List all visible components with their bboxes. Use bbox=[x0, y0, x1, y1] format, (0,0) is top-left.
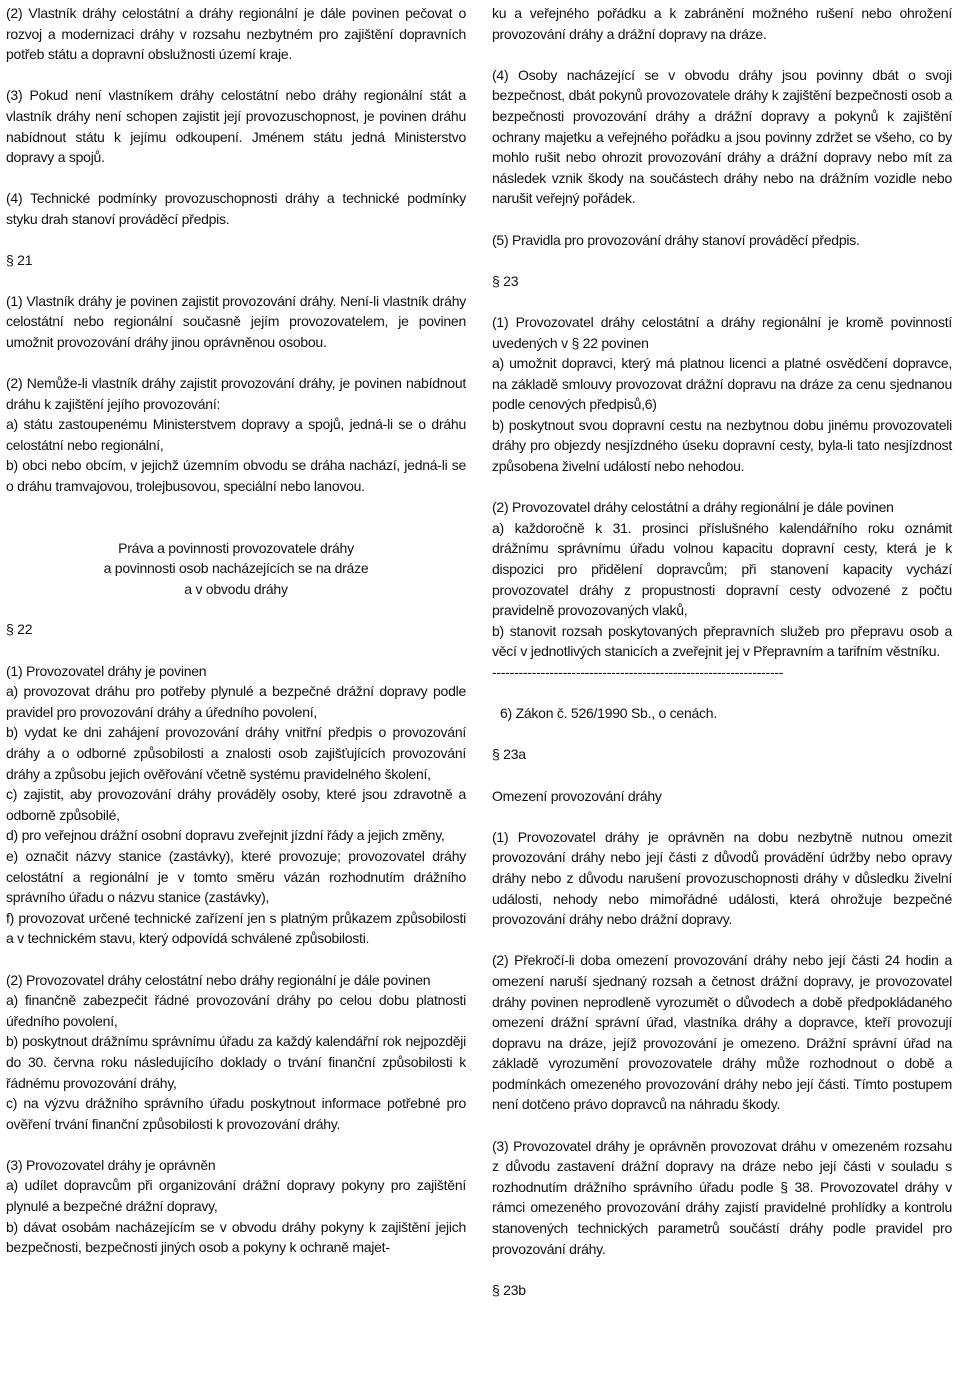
section-number: § 22 bbox=[6, 621, 33, 638]
list-item: a) udílet dopravcům při organizování drážní dopravy pokyny pro zajištění plynulé a bezpečné drážní dopravy, bbox=[6, 1177, 466, 1215]
paragraph-group bbox=[6, 970, 466, 1135]
list-item: c) na výzvu drážního správního úřadu poskytnout informace potřebné pro ověření trvání finanční způsobilosti k provozování dráhy. bbox=[6, 1095, 466, 1132]
paragraph: ku a veřejného pořádku a k zabránění možného rušení nebo ohrožení provozování dráhy a drážní dopravy na dráze. bbox=[492, 5, 952, 42]
paragraph: (2) Provozovatel dráhy celostátní nebo dráhy regionální je dále povinen bbox=[6, 971, 431, 988]
paragraph-group bbox=[6, 373, 466, 497]
chapter-heading bbox=[6, 538, 466, 600]
heading-line: a povinnosti osob nacházejících se na dráze bbox=[103, 560, 369, 577]
paragraph-group bbox=[492, 312, 952, 477]
heading-line: Práva a povinnosti provozovatele dráhy bbox=[118, 539, 354, 556]
paragraph: (2) Překročí-li doba omezení provozování dráhy nebo její části 24 hodin a omezení naruší sjednaný rozsah a četnost drážní dopravy, je provozovatel dráhy povinen neprodleně vyrozumět o důvodech a době předpokládaného omezení drážní správní úřad, vlastníka dráhy a dopravce, kteří provozují dopravu na dráze, jejíž provozování je omezeno. Drážní správní úřad na základě vyrozumění provozovatele dráhy může rozhodnout o době a podmínkách omezeného provozování dráhy nebo její části. Tímto postupem není dotčeno právo dopravců na náhradu škody. bbox=[492, 952, 952, 1113]
footnote: 6) Zákon č. 526/1990 Sb., o cenách. bbox=[500, 705, 717, 722]
list-item: a) umožnit dopravci, který má platnou licenci a platné osvědčení dopravce, na základě smlouvy provozovat drážní dopravu na dráze za cenu sjednanou podle cenových předpisů,6) bbox=[492, 355, 952, 413]
paragraph: (2) Nemůže-li vlastník dráhy zajistit provozování dráhy, je povinen nabídnout dráhu k zajištění jejího provozování: bbox=[6, 375, 466, 412]
right-column bbox=[492, 3, 952, 1321]
paragraph: (2) Vlastník dráhy celostátní a dráhy regionální je dále povinen pečovat o rozvoj a modernizaci dráhy v rozsahu nezbytném pro zajištění dopravních potřeb státu a dopravní obslužnosti území kraje. bbox=[6, 5, 466, 63]
list-item: a) každoročně k 31. prosinci příslušného kalendářního roku oznámit drážnímu správnímu úřadu volnou kapacitu dopravní cesty, která je k dispozici pro přidělení dopravcům; při stanovení kapacity vychází provozovatel dráhy z propustnosti dopravní cesty odvozené z počtu pravidelně provozovaných vlaků, bbox=[492, 519, 952, 619]
left-column bbox=[6, 3, 466, 1258]
list-item: b) stanovit rozsah poskytovaných přepravních služeb pro přepravu osob a věcí v jednotlivých stanicích a zveřejnit jej v Přepravním a tarifním věstníku. bbox=[492, 622, 952, 660]
list-item: a) provozovat dráhu pro potřeby plynulé a bezpečné drážní dopravy podle pravidel pro provozování dráhy a úředního povolení, bbox=[6, 683, 466, 720]
section-title: Omezení provozování dráhy bbox=[492, 787, 662, 804]
section-number: § 21 bbox=[6, 251, 33, 268]
paragraph: (3) Provozovatel dráhy je oprávněn bbox=[6, 1156, 216, 1173]
paragraph-group bbox=[6, 661, 466, 949]
paragraph-group bbox=[492, 497, 952, 662]
paragraph: (5) Pravidla pro provozování dráhy stanoví prováděcí předpis. bbox=[492, 231, 860, 248]
paragraph: (4) Technické podmínky provozuschopnosti dráhy a technické podmínky styku drah stanoví prováděcí předpis. bbox=[6, 190, 466, 227]
heading-line: a v obvodu dráhy bbox=[184, 580, 288, 597]
footnote-separator: ------------------------------------------------------------------ bbox=[492, 664, 784, 680]
list-item: d) pro veřejnou drážní osobní dopravu zveřejnit jízdní řády a jejich změny, bbox=[6, 827, 445, 844]
list-item: c) zajistit, aby provozování dráhy prováděly osoby, které jsou zdravotně a odborně způsobilé, bbox=[6, 786, 466, 823]
list-item: a) státu zastoupenému Ministerstvem dopravy a spojů, jedná-li se o dráhu celostátní nebo regionální, bbox=[6, 416, 466, 453]
paragraph: (1) Vlastník dráhy je povinen zajistit provozování dráhy. Není-li vlastník dráhy celostátní nebo regionální současně jejím provozovatelem, je povinen umožnit provozování dráhy jinou oprávněnou osobou. bbox=[6, 292, 466, 350]
section-number: § 23 bbox=[492, 272, 519, 289]
list-item: e) označit názvy stanice (zastávky), které provozuje; provozovatel dráhy celostátní a regionální je v tomto směru vázán rozhodnutím drážního správního úřadu o názvu stanice (zastávky), bbox=[6, 847, 466, 906]
list-item: a) finančně zabezpečit řádné provozování dráhy po celou dobu platnosti úředního povolení, bbox=[6, 992, 466, 1029]
list-item: b) poskytnout svou dopravní cestu na nezbytnou dobu jinému provozovateli dráhy pro objezdy nesjízdného úseku dopravní cesty, byla-li tato nesjízdnost způsobena živelní událostí nebo nehodou. bbox=[492, 416, 952, 475]
list-item: b) obci nebo obcím, v jejichž územním obvodu se dráha nachází, jedná-li se o dráhu tramvajovou, trolejbusovou, speciální nebo lanovou. bbox=[6, 457, 466, 495]
section-number: § 23b bbox=[492, 1281, 526, 1298]
list-item: b) dávat osobám nacházejícím se v obvodu dráhy pokyny k zajištění jejich bezpečnosti, bezpečnosti jiných osob a pokyny k ochraně majet- bbox=[6, 1218, 466, 1256]
paragraph: (4) Osoby nacházející se v obvodu dráhy jsou povinny dbát o svoji bezpečnost, dbát pokynů provozovatele dráhy k zajištění bezpečnosti osob a bezpečnosti provozování dráhy a drážní dopravy a pokynů k zajištění ochrany majetku a veřejného pořádku a jsou povinny zdržet se všeho, co by mohlo rušit nebo ohrozit provozování dráhy a drážní dopravy nebo mít za následek vznik škody na součástech dráhy nebo na drážním vozidle nebo narušit veřejný pořádek. bbox=[492, 66, 952, 207]
paragraph: (3) Pokud není vlastníkem dráhy celostátní nebo dráhy regionální stát a vlastník dráhy není schopen zajistit její provozuschopnost, je povinen dráhu nabídnout státu k jejímu odkoupení. Jménem státu jedná Ministerstvo dopravy a spojů. bbox=[6, 87, 466, 166]
paragraph: (1) Provozovatel dráhy je oprávněn na dobu nezbytně nutnou omezit provozování dráhy nebo její části z důvodů provádění údržby nebo opravy dráhy nebo z důvodu narušení provozuschopnosti dráhy v důsledku živelní události, nehody nebo mimořádné události, která ohrožuje bezpečné provozování dráhy nebo drážní dopravy. bbox=[492, 828, 952, 928]
paragraph: (2) Provozovatel dráhy celostátní a dráhy regionální je dále povinen bbox=[492, 499, 894, 516]
section-number: § 23a bbox=[492, 746, 526, 763]
paragraph: (3) Provozovatel dráhy je oprávněn provozovat dráhu v omezeném rozsahu z důvodu zastavení drážní dopravy na dráze nebo její části v souladu s rozhodnutím drážního správního úřadu podle § 38. Provozovatel dráhy v rámci omezeného provozování dráhy zajistí pravidelné prohlídky a kontrolu stanovených technických parametrů součástí dráhy podle pravidel pro provozování dráhy. bbox=[492, 1137, 952, 1257]
list-item: f) provozovat určené technické zařízení jen s platným průkazem způsobilosti a v technickém stavu, který odpovídá schválené způsobilosti. bbox=[6, 909, 466, 947]
paragraph: (1) Provozovatel dráhy celostátní a dráhy regionální je kromě povinností uvedených v § 22 povinen bbox=[492, 313, 952, 351]
paragraph-group bbox=[6, 1155, 466, 1258]
paragraph: (1) Provozovatel dráhy je povinen bbox=[6, 662, 207, 679]
list-item: b) vydat ke dni zahájení provozování dráhy vnitřní předpis o provozování dráhy a o odborné způsobilosti a znalosti osob zajišťujících provozování dráhy a způsobu jejich ověřování včetně systému pravidelného školení, bbox=[6, 724, 466, 782]
list-item: b) poskytnout drážnímu správnímu úřadu za každý kalendářní rok nejpozději do 30. června roku následujícího doklady o trvání finanční způsobilosti k řádnému provozování dráhy, bbox=[6, 1033, 466, 1091]
